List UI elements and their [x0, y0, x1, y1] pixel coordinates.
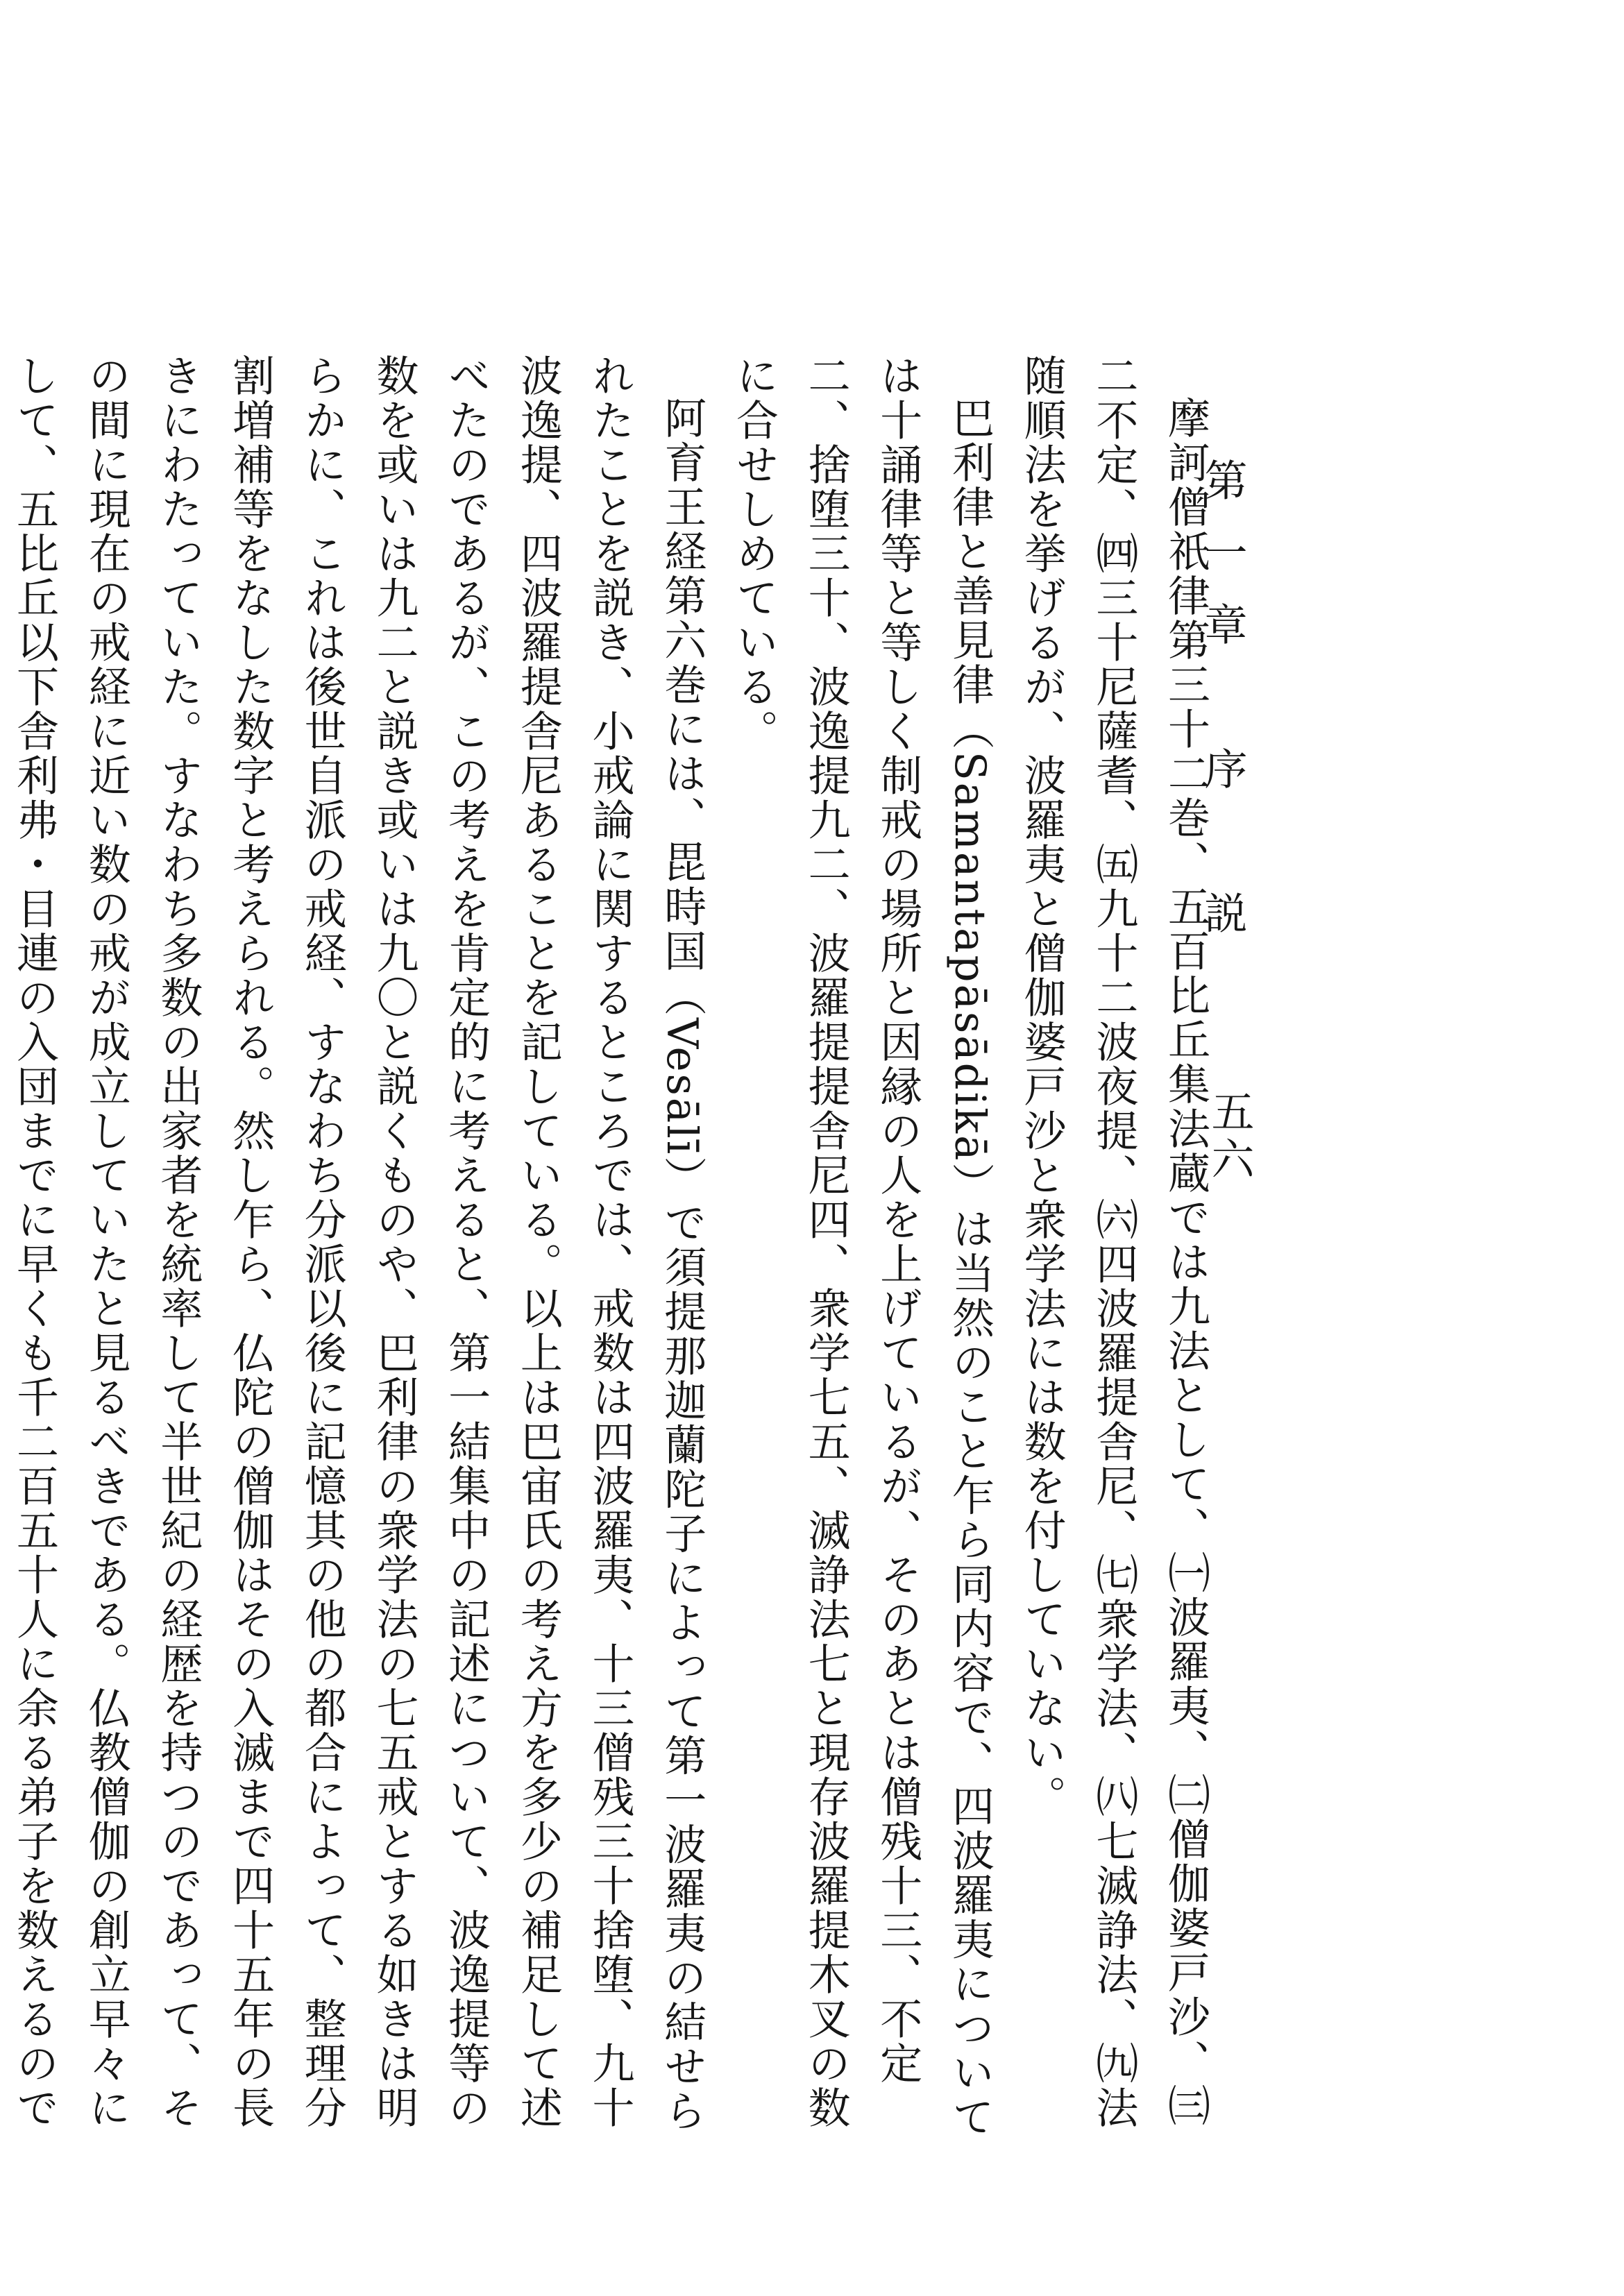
vertical-body-text [10, 354, 1221, 2172]
paragraph: 摩訶僧祇律第三十二巻、五百比丘集法蔵では九法として、㈠波羅夷、㈡僧伽婆戸沙、㈢二不定、㈣三十尼薩耆、㈤九十二波夜提、㈥四波羅提舎尼、㈦衆学法、㈧七滅諍法、㈨法随順法を挙げるが、波羅夷と僧伽婆戸沙と衆学法には数を付していない。 [1017, 354, 1210, 2130]
paragraph: 阿育王経第六巻には、毘時国（Vesālī）で須提那迦蘭陀子によって第一波羅夷の結せられたことを説き、小戒論に関するところでは、戒数は四波羅夷、十三僧残三十捨堕、九十波逸提、四波羅提舎尼あることを記している。以上は巴宙氏の考え方を多少の補足して述べたのであるが、この考えを肯定的に考えると、第一結集中の記述について、波逸提等の数を或いは九二と説き或いは九〇と説くものや、巴利律の衆学法の七五戒とする如きは明らかに、これは後世自派の戒経、すなわち分派以後に記憶其の他の都合によって、整理分割増補等をなした数字と考えられる。然し乍ら、仏陀の僧伽はその入滅まで四十五年の長きにわたっていた。すなわち多数の出家者を統率して半世紀の経歴を持つのであって、その間に現在の戒経に近い数の戒が成立していたと見るべきである。仏教僧伽の創立早々にして、五比丘以下舎利弗・目連の入団までに早くも千二百五十人に余る弟子を数えるので [10, 354, 707, 2134]
page-number: 五六 [1204, 1089, 1255, 1184]
paragraph: 巴利律と善見律（Samantapāsādikā）は当然のこと乍ら同内容で、四波羅夷については十誦律等と等しく制戒の場所と因縁の人を上げているが、そのあとは僧残十三、不定二、捨堕三十、波逸提九二、波羅提提舎尼四、衆学七五、滅諍法七と現存波羅提木叉の数に合せしめている。 [729, 354, 995, 2140]
running-head: 第一章 序 説 [1197, 458, 1248, 963]
